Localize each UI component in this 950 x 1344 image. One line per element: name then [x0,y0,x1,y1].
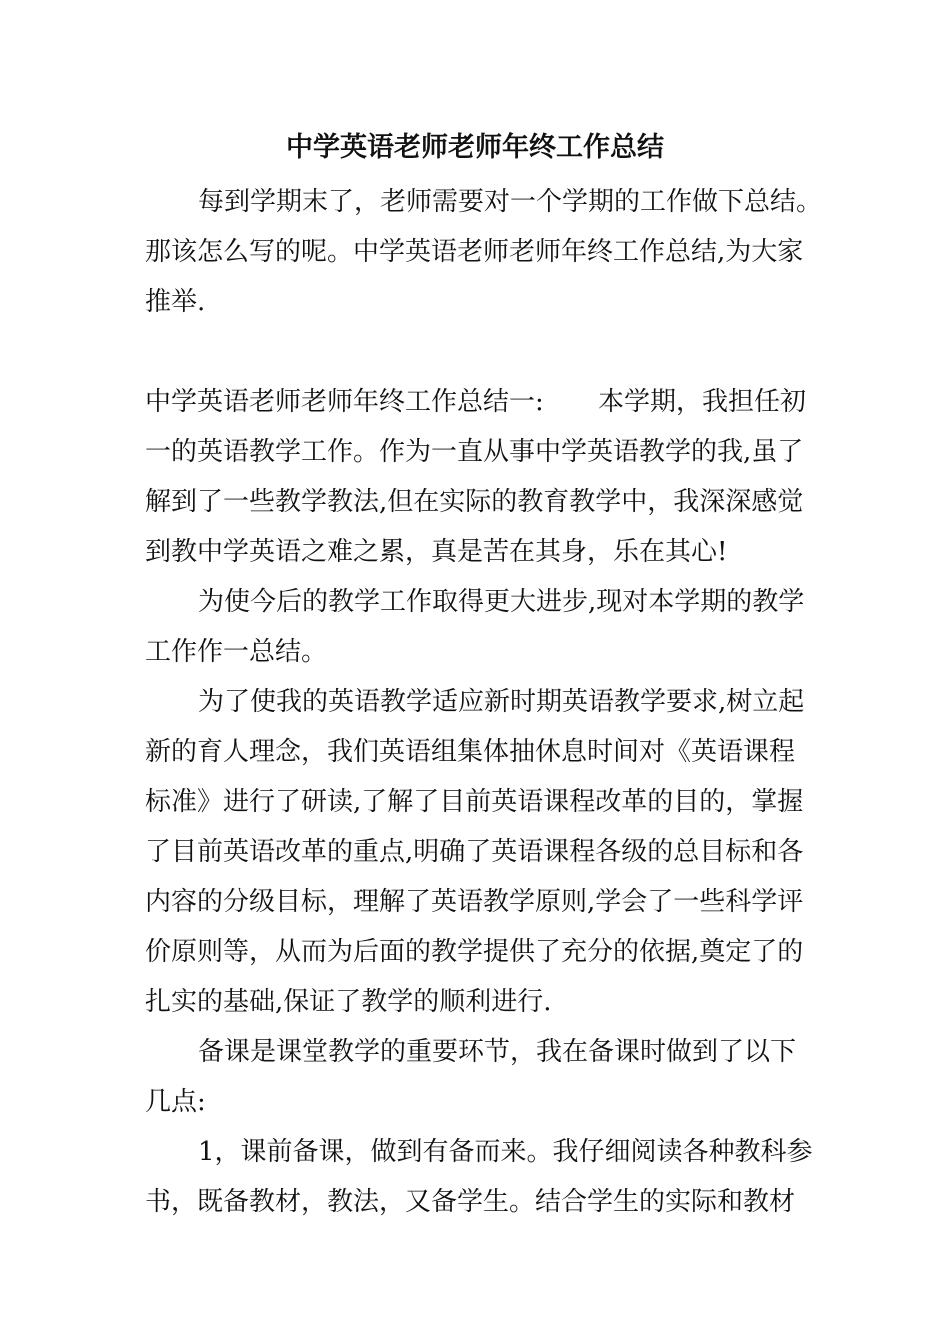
text-line: 内容的分级目标，理解了英语教学原则,学会了一些科学评 [145,887,804,917]
text-line: 解到了一些教学教法,但在实际的教育教学中，我深深感觉 [145,487,804,517]
text-line: 书，既备教材，教法，又备学生。结合学生的实际和教材 [145,1187,796,1217]
text-line: 价原则等，从而为后面的教学提供了充分的依据,奠定了的 [145,937,804,967]
text-line: 标准》进行了研读,了解了目前英语课程改革的目的，掌握 [145,787,804,817]
text-line: 为了使我的英语教学适应新时期英语教学要求,树立起 [198,687,805,717]
document-title: 中学英语老师老师年终工作总结 [286,132,664,163]
text-line: 1，课前备课，做到有备而来。我仔细阅读各种教科参 [198,1137,813,1167]
text-line: 了目前英语改革的重点,明确了英语课程各级的总目标和各 [145,837,804,867]
text-line: 几点: [145,1087,206,1117]
text-line: 新的育人理念，我们英语组集体抽休息时间对《英语课程 [145,737,796,767]
text-line: 为使今后的教学工作取得更大进步,现对本学期的教学 [198,587,805,617]
text-line: 推举. [145,287,206,317]
text-line: 一的英语教学工作。作为一直从事中学英语教学的我,虽了 [145,437,804,467]
text-line: 本学期，我担任初 [598,387,807,417]
text-line: 备课是课堂教学的重要环节，我在备课时做到了以下 [198,1037,797,1067]
text-line: 工作作一总结。 [145,637,328,667]
text-line: 扎实的基础,保证了教学的顺利进行. [145,987,552,1017]
text-line: 到教中学英语之难之累，真是苦在其身，乐在其心! [145,537,728,567]
section-heading: 中学英语老师老师年终工作总结一: [145,387,544,417]
text-line: 每到学期末了，老师需要对一个学期的工作做下总结。 [198,187,823,217]
text-line: 那该怎么写的呢。中学英语老师老师年终工作总结,为大家 [145,237,804,267]
